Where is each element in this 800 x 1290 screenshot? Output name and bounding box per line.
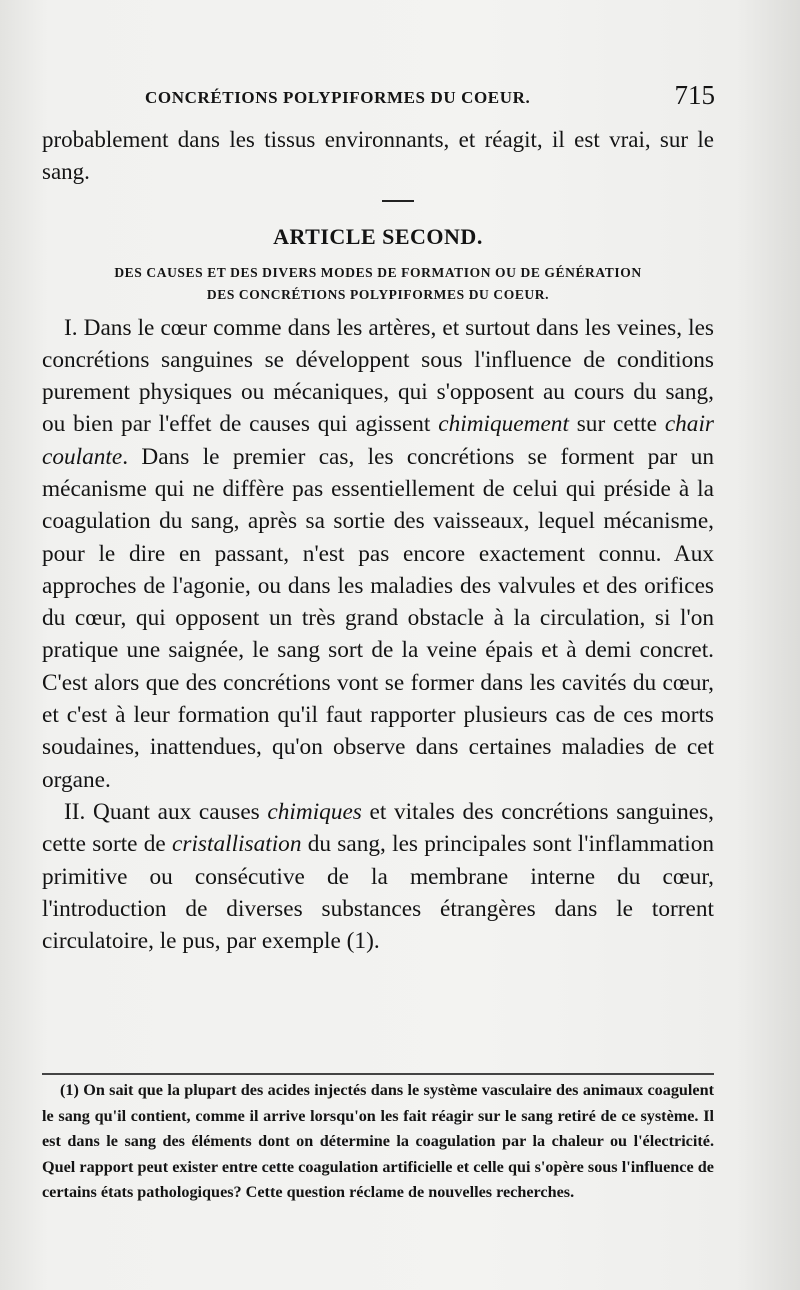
body-text xyxy=(42,124,714,957)
paragraph-text: et vitales des concrétions sanguines, cette sorte de xyxy=(42,798,715,858)
paragraph-text: . Dans le premier cas, les concrétions se forment par un mécanisme qui ne diffère pas essentiellement de celui qui préside à la coagulation du sang, après sa sortie des vaisseaux, lequel mécanisme, pour le dire en passant, n'est pas encore exactement connu. Aux approches de l'agonie, ou dans les maladies des valvules et des orifices du cœur, qui opposent un très grand obstacle à la circulation, si l'on pratique une saignée, le sang sort de la veine épais et à demi concret. C'est alors que des concrétions vont se former dans les cavités du cœur, et c'est à leur formation qu'il faut rapporter plusieurs cas de ces morts soudaines, inattendues, qu'on observe dans certaines maladies de cet organe. xyxy=(42,443,714,793)
article-subtitle xyxy=(42,262,714,306)
running-head: CONCRÉTIONS POLYPIFORMES DU COEUR. xyxy=(145,88,531,107)
italic-term: cristallisation xyxy=(172,831,302,858)
italic-term: chair coulante xyxy=(42,411,714,470)
subtitle-line: DES CONCRÉTIONS POLYPIFORMES DU COEUR. xyxy=(206,286,550,302)
paragraph-text: du sang, les principales sont l'inflammation primitive ou consécutive de la membrane interne du cœur, l'introduction de diverses substances étrangères dans le torrent circulatoire, le pus, par exemple (1). xyxy=(42,831,714,955)
subtitle-line: DES CAUSES ET DES DIVERS MODES DE FORMATION OU DE GÉNÉRATION xyxy=(114,264,642,280)
paragraph-text: sur cette xyxy=(568,411,665,438)
italic-term: chimiquement xyxy=(438,411,569,438)
page-number: 715 xyxy=(674,80,715,110)
article-title: ARTICLE SECOND. xyxy=(273,223,483,249)
paragraph-text: II. Quant aux causes xyxy=(64,798,268,825)
paragraph-one xyxy=(42,312,714,796)
paragraph-text: I. Dans le cœur comme dans les artères, et surtout dans les veines, les concrétions sanguines se développent sous l'influence de conditions purement physiques ou mécaniques, qui s'opposent au cours du sang, ou bien par l'effet de causes qui agissent xyxy=(42,314,714,438)
footnote-text: (1) On sait que la plupart des acides injectés dans le système vasculaire des animaux coagulent le sang qu'il contient, comme il arrive lorsqu'on les fait réagir sur le sang retiré de ce système. Il est dans le sang des éléments dont on détermine la coagulation par la chaleur ou l'électricité. Quel rapport peut exister entre cette coagulation artificielle et celle qui s'opère sous l'influence de certains états pathologiques? Cette question réclame de nouvelles recherches. xyxy=(42,1081,714,1202)
footnote-rule xyxy=(42,1073,714,1075)
continuation-paragraph: probablement dans les tissus environnants, et réagit, il est vrai, sur le sang. xyxy=(42,127,714,184)
footnote xyxy=(42,1078,714,1206)
section-rule xyxy=(382,200,414,202)
page-header xyxy=(145,82,715,118)
paragraph-two xyxy=(42,796,714,957)
italic-term: chimiques xyxy=(267,798,362,825)
